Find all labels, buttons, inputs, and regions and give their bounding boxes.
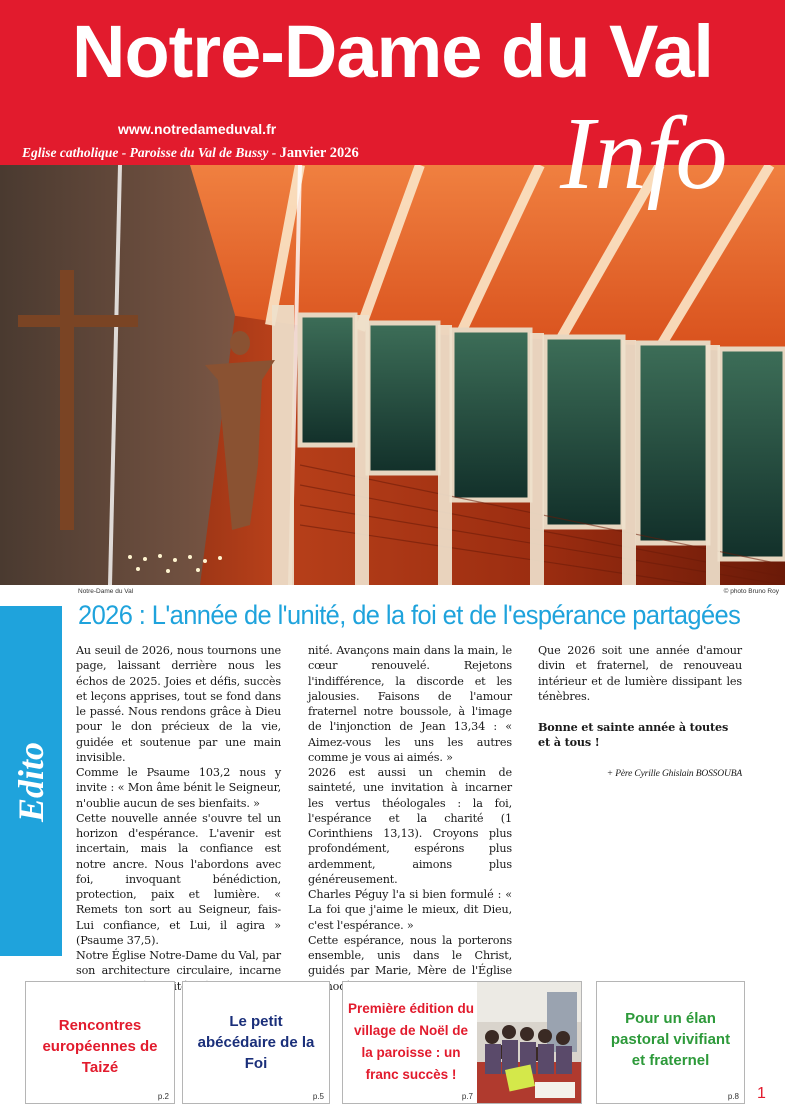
edito-label: Edito — [11, 741, 51, 823]
village-noel-photo — [477, 982, 581, 1103]
photo-credit: © photo Bruno Roy — [723, 588, 779, 595]
website-url[interactable]: www.notredameduval.fr — [118, 121, 277, 137]
edito-column-2 — [308, 643, 512, 994]
new-year-wish: Bonne et sainte année à toutes et à tous ! — [538, 720, 729, 750]
paragraph: Cette espérance, nous la porterons ensemble, unis dans le Christ, guidés par Marie, Mère de l'Église — [308, 933, 512, 978]
newsletter-title: Notre-Dame du Val — [72, 10, 713, 93]
info-wordmark: Info — [560, 96, 728, 211]
signature: + Père Cyrille Ghislain BOSSOUBA — [606, 768, 742, 779]
teaser-taize[interactable] — [25, 981, 175, 1104]
teaser-page-ref: p.7 — [461, 1092, 473, 1101]
edito-headline: 2026 : L'année de l'unité, de la foi et de l'espérance partagées — [78, 600, 741, 630]
teaser-elan-pastoral[interactable] — [596, 981, 745, 1104]
paragraph: Cette nouvelle année s'ouvre tel un horizon d'espérance. L'avenir est incertain, mais la confiance est notre ancre. Nous l'abordons avec foi, invoquant bénédiction, protection, paix et lumière. « Remets ton sort au Seigneur, fais-Lui confiance, et Lui, il agira » (Psaume 37,5). — [76, 811, 281, 947]
issue-date: Janvier 2026 — [279, 145, 359, 161]
teaser-title: Rencontres européennes de Taizé — [42, 1017, 158, 1076]
page-number: 1 — [757, 1085, 766, 1102]
edito-column-1 — [76, 643, 281, 994]
paragraph: Au seuil de 2026, nous tournons une page, laissant derrière nous les échos de 2025. Joies et défis, succès et leçons apprises, tout se fond dans le passé. Nous rendons grâce à Dieu pour le don précieux de la vie, guidée et soutenue par une main invisible. — [76, 644, 281, 764]
paragraph: 2026 est aussi un chemin de sainteté, une invitation à incarner les vertus théologales : la foi, l'espérance et la charité (1 Corinthiens 13,13). Croyons plus profondément, espérons plus ardemment, aimons plus généreusement. — [308, 766, 512, 886]
edito-column-3 — [538, 643, 742, 782]
teaser-title: Pour un élan pastoral vivifiant et fraternel — [610, 1010, 731, 1069]
teaser-page-ref: p.5 — [312, 1092, 324, 1101]
masthead-subtitle — [22, 145, 359, 162]
photo-caption: Notre-Dame du Val — [78, 588, 134, 595]
paragraph: Notre Église Notre-Dame du Val, par son architecture circulaire, incarne — [76, 949, 281, 978]
church-interior-photo — [0, 165, 785, 585]
teaser-page-ref: p.2 — [157, 1092, 169, 1101]
parish-line: Eglise catholique - Paroisse du Val de Bussy - — [22, 145, 280, 160]
teaser-title: Première édition du village de Noël de la paroisse : un franc succès ! — [347, 1001, 475, 1082]
paragraph: Comme le Psaume 103,2 nous y invite : « Mon âme bénit le Seigneur, n'oublie aucun de ses bienfaits. » — [76, 766, 281, 810]
teaser-village-noel[interactable] — [342, 981, 582, 1104]
teaser-page-ref: p.8 — [727, 1092, 739, 1101]
paragraph: Que 2026 soit une année d'amour divin et fraternel, de renouveau intérieur et de lumière dissipant les ténèbres. — [538, 644, 742, 703]
paragraph: Charles Péguy l'a si bien formulé : « La foi que j'aime le mieux, dit Dieu, c'est l'espérance. » — [308, 888, 512, 932]
edito-sidebar — [0, 606, 62, 956]
paragraph: nité. Avançons main dans la main, le cœur renouvelé. Rejetons l'indifférence, la discorde et les jalousies. Faisons de l'amour fraternel notre boussole, à l'image de l'injonction de Jean 13,34 : « Aimez-vous les uns les autres comme je vous ai aimés. » — [308, 644, 512, 764]
teaser-abecedaire[interactable] — [182, 981, 330, 1104]
teaser-title: Le petit abécédaire de la Foi — [197, 1013, 315, 1072]
